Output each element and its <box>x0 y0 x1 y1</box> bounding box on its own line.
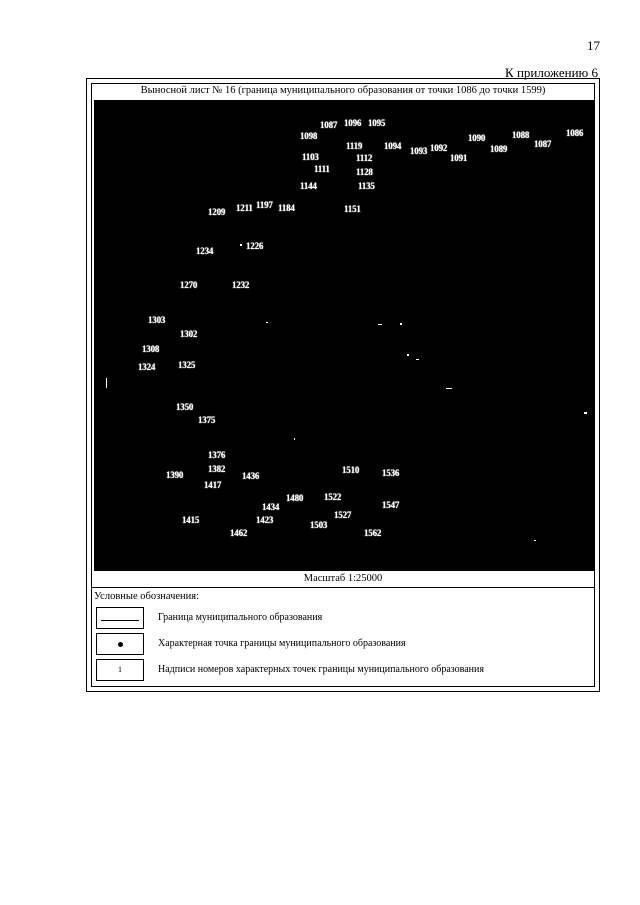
boundary-point-label: 1098 <box>300 131 318 141</box>
boundary-fragment <box>584 412 587 414</box>
boundary-point-label: 1325 <box>178 360 196 370</box>
boundary-point-label: 1382 <box>208 464 226 474</box>
boundary-point-label: 1503 <box>310 520 328 530</box>
boundary-point-label: 1092 <box>430 143 448 153</box>
boundary-point-label: 1135 <box>358 181 375 191</box>
boundary-point-label: 1234 <box>196 246 214 256</box>
boundary-point-label: 1350 <box>176 402 194 412</box>
map-scale: Масштаб 1:25000 <box>303 573 383 584</box>
boundary-point-label: 1375 <box>198 415 216 425</box>
boundary-point-label: 1103 <box>302 152 319 162</box>
boundary-point-label: 1119 <box>346 141 363 151</box>
boundary-point-label: 1087 <box>534 139 552 149</box>
boundary-point-label: 1527 <box>334 510 352 520</box>
boundary-point-label: 1376 <box>208 450 226 460</box>
boundary-point-label: 1547 <box>382 500 400 510</box>
boundary-fragment <box>294 438 295 440</box>
boundary-point-symbol <box>118 642 123 647</box>
boundary-fragment <box>416 359 419 360</box>
boundary-point-label: 1197 <box>256 200 273 210</box>
boundary-fragment <box>240 244 242 246</box>
boundary-point-label <box>342 570 359 571</box>
boundary-point-label: 1184 <box>278 203 295 213</box>
map-title: Выносной лист № 16 (граница муниципального образования от точки 1086 до точки 1599) <box>140 85 546 96</box>
boundary-point-label: 1226 <box>246 241 264 251</box>
legend-item-point <box>96 633 576 657</box>
appendix-label: К приложению 6 <box>505 65 598 80</box>
boundary-point-label: 1112 <box>356 153 373 163</box>
boundary-point-label: 1209 <box>208 207 226 217</box>
boundary-point-label: 1232 <box>232 280 250 290</box>
boundary-point-label: 1095 <box>368 118 386 128</box>
legend-text: Характерная точка границы муниципального образования <box>158 638 406 649</box>
boundary-point-label: 1089 <box>490 144 508 154</box>
legend-text: Граница муниципального образования <box>158 612 323 623</box>
boundary-fragment <box>534 540 536 541</box>
boundary-point-label: 1094 <box>384 141 402 151</box>
boundary-point-label: 1423 <box>256 515 274 525</box>
boundary-point-label: 1415 <box>182 515 200 525</box>
boundary-point-label: 1434 <box>262 502 280 512</box>
boundary-point-label: 1088 <box>512 130 530 140</box>
boundary-point-label: 1270 <box>180 280 198 290</box>
boundary-point-label: 1151 <box>344 204 361 214</box>
boundary-point-label: 1390 <box>166 470 184 480</box>
boundary-point-label: 1303 <box>148 315 166 325</box>
legend-divider <box>91 587 595 588</box>
map-canvas[interactable] <box>94 100 594 571</box>
boundary-point-label: 1308 <box>142 344 160 354</box>
boundary-point-label: 1087 <box>320 120 338 130</box>
boundary-point-label: 1536 <box>382 468 400 478</box>
point-label-symbol: 1 <box>118 665 122 674</box>
boundary-fragment <box>266 322 268 323</box>
boundary-fragment <box>106 378 107 388</box>
map-frame <box>91 83 595 687</box>
boundary-fragment <box>400 323 402 325</box>
boundary-point-label: 1144 <box>300 181 317 191</box>
boundary-point-label: 1211 <box>236 203 253 213</box>
boundary-fragment <box>446 388 452 389</box>
boundary-point-label: 1436 <box>242 471 260 481</box>
boundary-point-label: 1324 <box>138 362 156 372</box>
legend-item-boundary <box>96 607 576 631</box>
legend-symbol-box <box>96 659 144 681</box>
boundary-fragment <box>407 354 409 356</box>
boundary-point-label: 1562 <box>364 528 382 538</box>
boundary-point-label: 1480 <box>286 493 304 503</box>
page-number: 17 <box>587 38 600 53</box>
boundary-fragment <box>378 324 382 325</box>
boundary-point-label: 1086 <box>566 128 584 138</box>
boundary-point-label: 1128 <box>356 167 373 177</box>
legend-text: Надписи номеров характерных точек границы муниципального образования <box>158 664 484 675</box>
boundary-point-label: 1090 <box>468 133 486 143</box>
boundary-point-label: 1111 <box>314 164 330 174</box>
boundary-point-label: 1417 <box>204 480 222 490</box>
legend-item-label <box>96 659 576 683</box>
boundary-line-symbol <box>101 620 139 621</box>
boundary-point-label: 1093 <box>410 146 428 156</box>
boundary-point-label: 1302 <box>180 329 198 339</box>
boundary-point-label: 1096 <box>344 118 362 128</box>
map-sheet <box>86 78 600 692</box>
boundary-point-label: 1462 <box>230 528 248 538</box>
legend-title: Условные обозначения: <box>94 591 200 602</box>
boundary-point-label: 1091 <box>450 153 468 163</box>
legend-symbol-box <box>96 607 144 629</box>
legend-symbol-box <box>96 633 144 655</box>
boundary-point-label: 1522 <box>324 492 342 502</box>
boundary-point-label: 1510 <box>342 465 360 475</box>
